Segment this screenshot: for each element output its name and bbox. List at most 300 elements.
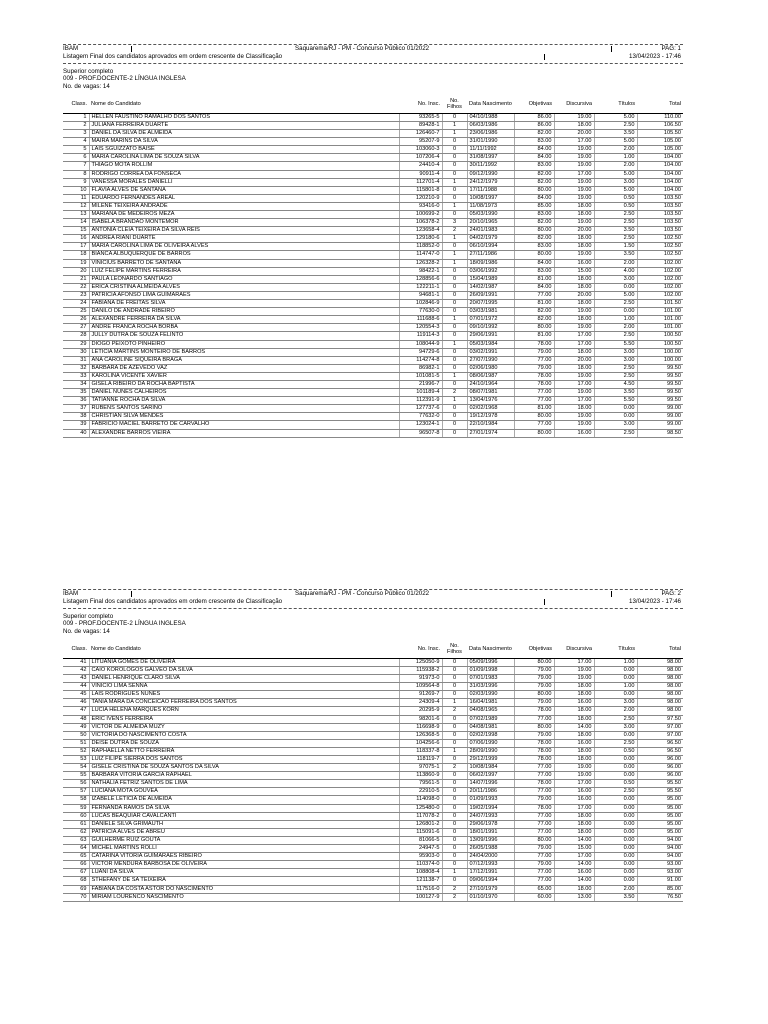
cell-class: 3 xyxy=(63,130,89,138)
table-row xyxy=(63,699,683,707)
candidates-table xyxy=(63,640,683,902)
cell-nascimento: 04/10/1988 xyxy=(467,113,514,121)
cell-objetivas: 77.00 xyxy=(514,356,554,364)
cell-name: BIANCA ALBUQUERQUE DE BARROS xyxy=(89,251,399,259)
cell-insc: 125050-9 xyxy=(399,658,442,666)
cell-objetivas: 77.00 xyxy=(514,421,554,429)
cell-name: LUIZ FELIPE MARTINS FERREIRA xyxy=(89,267,399,275)
cell-filhos: 0 xyxy=(442,267,467,275)
cell-name: GUILHERME RUIZ GOUTA xyxy=(89,836,399,844)
cell-total: 105.50 xyxy=(637,130,683,138)
cell-name: LAIS RODRIGUES NUNES xyxy=(89,691,399,699)
cell-titulos: 2.00 xyxy=(594,707,637,715)
cell-insc: 108044-9 xyxy=(399,340,442,348)
cell-titulos: 2.50 xyxy=(594,429,637,437)
cell-class: 20 xyxy=(63,267,89,275)
cell-discursiva: 18.00 xyxy=(554,283,594,291)
cell-objetivas: 77.00 xyxy=(514,715,554,723)
cell-titulos: 2.50 xyxy=(594,300,637,308)
cell-insc: 77630-0 xyxy=(399,308,442,316)
cell-discursiva: 19.00 xyxy=(554,154,594,162)
cell-name: BARBARA VITORIA GARCIA RAPHAEL xyxy=(89,772,399,780)
cell-insc: 115938-2 xyxy=(399,666,442,674)
cell-discursiva: 18.00 xyxy=(554,275,594,283)
cell-discursiva: 18.00 xyxy=(554,243,594,251)
cell-insc: 117516-0 xyxy=(399,885,442,893)
cell-objetivas: 80.00 xyxy=(514,658,554,666)
table-row xyxy=(63,219,683,227)
cell-insc: 107206-4 xyxy=(399,154,442,162)
cell-titulos: 4.50 xyxy=(594,380,637,388)
cell-class: 53 xyxy=(63,756,89,764)
cell-objetivas: 84.00 xyxy=(514,283,554,291)
cell-class: 57 xyxy=(63,788,89,796)
cell-name: PATRICIA ALVES DE ABREU xyxy=(89,828,399,836)
cell-total: 102.00 xyxy=(637,275,683,283)
cell-total: 102.00 xyxy=(637,267,683,275)
cell-name: ALEXANDRE FERREIRA DA SILVA xyxy=(89,316,399,324)
header-divider xyxy=(63,63,683,64)
cell-insc: 126460-7 xyxy=(399,130,442,138)
cell-filhos: 1 xyxy=(442,316,467,324)
cell-insc: 118852-0 xyxy=(399,243,442,251)
cell-class: 38 xyxy=(63,413,89,421)
cell-total: 76.50 xyxy=(637,893,683,901)
cell-titulos: 2.50 xyxy=(594,121,637,129)
cell-total: 93.00 xyxy=(637,869,683,877)
cell-objetivas: 78.00 xyxy=(514,340,554,348)
cell-discursiva: 18.00 xyxy=(554,121,594,129)
cell-total: 104.00 xyxy=(637,162,683,170)
cell-nascimento: 29/12/1999 xyxy=(467,756,514,764)
cell-total: 103.50 xyxy=(637,194,683,202)
cell-name: MARIA CAROLINA LIMA DE OLIVEIRA ALVES xyxy=(89,243,399,251)
cell-discursiva: 19.00 xyxy=(554,389,594,397)
cell-insc: 91269-7 xyxy=(399,691,442,699)
cell-discursiva: 19.00 xyxy=(554,666,594,674)
cell-discursiva: 17.00 xyxy=(554,658,594,666)
cell-insc: 110374-0 xyxy=(399,861,442,869)
cell-filhos: 0 xyxy=(442,788,467,796)
cell-titulos: 5.50 xyxy=(594,340,637,348)
cell-insc: 118119-7 xyxy=(399,756,442,764)
cell-name: HELLEN FAUSTINO RAMALHO DOS SANTOS xyxy=(89,113,399,121)
cell-insc: 120554-3 xyxy=(399,324,442,332)
cell-objetivas: 78.00 xyxy=(514,372,554,380)
cell-objetivas: 78.00 xyxy=(514,380,554,388)
cell-titulos: 0.00 xyxy=(594,405,637,413)
cell-objetivas: 79.00 xyxy=(514,861,554,869)
table-row xyxy=(63,675,683,683)
table-row xyxy=(63,397,683,405)
cell-discursiva: 17.00 xyxy=(554,170,594,178)
cell-class: 16 xyxy=(63,235,89,243)
page-header xyxy=(63,589,683,609)
cell-insc: 22910-5 xyxy=(399,788,442,796)
cell-filhos: 1 xyxy=(442,251,467,259)
cell-nascimento: 10/08/1997 xyxy=(467,194,514,202)
cell-total: 100.50 xyxy=(637,340,683,348)
cell-titulos: 5.00 xyxy=(594,138,637,146)
cell-objetivas: 82.00 xyxy=(514,235,554,243)
cell-nascimento: 24/12/1979 xyxy=(467,178,514,186)
cell-insc: 89428-1 xyxy=(399,121,442,129)
org-name: IBAM xyxy=(63,45,79,52)
cell-nascimento: 05/03/1984 xyxy=(467,340,514,348)
table-row xyxy=(63,715,683,723)
cell-nascimento: 27/10/1979 xyxy=(467,885,514,893)
cell-nascimento: 07/02/1989 xyxy=(467,715,514,723)
table-row xyxy=(63,194,683,202)
cell-nascimento: 09/12/1990 xyxy=(467,170,514,178)
cell-objetivas: 79.00 xyxy=(514,675,554,683)
cell-discursiva: 18.00 xyxy=(554,820,594,828)
table-row xyxy=(63,723,683,731)
cell-titulos: 5.00 xyxy=(594,186,637,194)
table-row xyxy=(63,804,683,812)
cell-name: NATHALIA FETRIZ SANTOS DE LIMA xyxy=(89,780,399,788)
page-header xyxy=(63,44,683,64)
cell-insc: 101081-5 xyxy=(399,372,442,380)
cell-name: RODRIGO CORREA DA FONSECA xyxy=(89,170,399,178)
cell-discursiva: 19.00 xyxy=(554,194,594,202)
cell-total: 99.00 xyxy=(637,405,683,413)
cell-discursiva: 18.00 xyxy=(554,691,594,699)
cell-class: 6 xyxy=(63,154,89,162)
cell-filhos: 1 xyxy=(442,178,467,186)
cell-total: 95.00 xyxy=(637,828,683,836)
cell-name: FERNANDA RAMOS DA SILVA xyxy=(89,804,399,812)
column-header-total: Total xyxy=(637,640,683,659)
cell-insc: 97075-1 xyxy=(399,764,442,772)
contest-title: Saquarema/RJ - PM - Concurso Público 01/2022 xyxy=(295,590,430,597)
cell-total: 96.50 xyxy=(637,747,683,755)
cell-insc: 114098-0 xyxy=(399,796,442,804)
cell-name: RUBENS SANTOS SARINO xyxy=(89,405,399,413)
column-header-total: Total xyxy=(637,95,683,114)
cell-total: 105.00 xyxy=(637,146,683,154)
table-row xyxy=(63,348,683,356)
cell-filhos: 0 xyxy=(442,845,467,853)
cell-insc: 94681-1 xyxy=(399,291,442,299)
cell-name: DEISE DUTRA DE SOUZA xyxy=(89,739,399,747)
cell-name: ERICA CRISTINA ALMEIDA ALVES xyxy=(89,283,399,291)
cell-nascimento: 31/08/1997 xyxy=(467,154,514,162)
cell-filhos: 1 xyxy=(442,869,467,877)
header-separator xyxy=(611,46,612,52)
cell-class: 24 xyxy=(63,300,89,308)
cell-titulos: 0.00 xyxy=(594,413,637,421)
cell-filhos: 2 xyxy=(442,764,467,772)
cell-objetivas: 81.00 xyxy=(514,405,554,413)
cell-name: JULIANA FERREIRA DUARTE xyxy=(89,121,399,129)
cell-nascimento: 18/01/1991 xyxy=(467,828,514,836)
cell-name: VINICIO LIMA SENNA xyxy=(89,683,399,691)
cell-discursiva: 19.00 xyxy=(554,675,594,683)
cell-filhos: 0 xyxy=(442,364,467,372)
cell-filhos: 0 xyxy=(442,113,467,121)
cell-filhos: 0 xyxy=(442,211,467,219)
cell-insc: 98201-6 xyxy=(399,715,442,723)
table-row xyxy=(63,731,683,739)
cell-nascimento: 15/04/1989 xyxy=(467,275,514,283)
cell-filhos: 0 xyxy=(442,756,467,764)
cell-total: 102.50 xyxy=(637,235,683,243)
cell-name: MILENE TEIXEIRA ANDRADE xyxy=(89,202,399,210)
table-row xyxy=(63,170,683,178)
cell-titulos: 2.50 xyxy=(594,219,637,227)
cell-filhos: 0 xyxy=(442,283,467,291)
cell-insc: 122211-1 xyxy=(399,283,442,291)
cell-filhos: 0 xyxy=(442,308,467,316)
cell-class: 50 xyxy=(63,731,89,739)
cell-class: 1 xyxy=(63,113,89,121)
cell-insc: 90911-4 xyxy=(399,170,442,178)
cell-titulos: 3.00 xyxy=(594,356,637,364)
cell-name: DANIELE SILVA GRIMAUTH xyxy=(89,820,399,828)
report-date: 13/04/2023 - 17:46 xyxy=(629,598,681,605)
table-row xyxy=(63,332,683,340)
cell-class: 31 xyxy=(63,356,89,364)
table-row xyxy=(63,178,683,186)
cell-titulos: 0.00 xyxy=(594,666,637,674)
cell-class: 32 xyxy=(63,364,89,372)
page-2 xyxy=(63,589,683,902)
cell-class: 9 xyxy=(63,178,89,186)
cell-titulos: 3.50 xyxy=(594,251,637,259)
cell-nascimento: 03/02/1991 xyxy=(467,348,514,356)
cell-class: 54 xyxy=(63,764,89,772)
cell-discursiva: 16.00 xyxy=(554,869,594,877)
cell-objetivas: 79.00 xyxy=(514,845,554,853)
cell-total: 95.00 xyxy=(637,812,683,820)
cell-nascimento: 11/08/1973 xyxy=(467,202,514,210)
cell-class: 66 xyxy=(63,861,89,869)
table-row xyxy=(63,683,683,691)
cell-insc: 86982-1 xyxy=(399,364,442,372)
table-row xyxy=(63,707,683,715)
header-separator xyxy=(544,599,545,605)
cell-insc: 126368-5 xyxy=(399,731,442,739)
table-row xyxy=(63,162,683,170)
cell-class: 35 xyxy=(63,389,89,397)
cell-objetivas: 80.00 xyxy=(514,429,554,437)
cell-total: 103.50 xyxy=(637,219,683,227)
cell-nascimento: 30/11/1992 xyxy=(467,162,514,170)
cell-class: 22 xyxy=(63,283,89,291)
cell-insc: 125480-0 xyxy=(399,804,442,812)
table-row xyxy=(63,291,683,299)
cell-nascimento: 01/09/1993 xyxy=(467,796,514,804)
position-info xyxy=(63,613,683,635)
cell-total: 110.00 xyxy=(637,113,683,121)
cell-total: 103.50 xyxy=(637,227,683,235)
cell-class: 5 xyxy=(63,146,89,154)
cell-filhos: 0 xyxy=(442,723,467,731)
cell-objetivas: 85.00 xyxy=(514,202,554,210)
cell-filhos: 0 xyxy=(442,675,467,683)
cell-class: 51 xyxy=(63,739,89,747)
cell-discursiva: 20.00 xyxy=(554,291,594,299)
cell-nascimento: 24/07/1993 xyxy=(467,812,514,820)
cell-total: 98.00 xyxy=(637,675,683,683)
cell-class: 69 xyxy=(63,885,89,893)
cell-filhos: 0 xyxy=(442,146,467,154)
cell-objetivas: 77.00 xyxy=(514,877,554,885)
cell-insc: 126328-2 xyxy=(399,259,442,267)
cell-discursiva: 18.00 xyxy=(554,202,594,210)
cell-filhos: 0 xyxy=(442,828,467,836)
cell-filhos: 0 xyxy=(442,154,467,162)
position-title: 009 - PROF.DOCENTE-2 LÍNGUA INGLESA xyxy=(63,620,186,628)
cell-nascimento: 17/12/1991 xyxy=(467,869,514,877)
cell-titulos: 0.00 xyxy=(594,308,637,316)
cell-titulos: 2.50 xyxy=(594,372,637,380)
column-header-insc: No. Insc. xyxy=(399,95,442,114)
cell-objetivas: 77.00 xyxy=(514,828,554,836)
cell-insc: 111688-6 xyxy=(399,316,442,324)
table-header-row xyxy=(63,95,683,114)
cell-titulos: 0.00 xyxy=(594,820,637,828)
cell-discursiva: 16.00 xyxy=(554,796,594,804)
cell-objetivas: 82.00 xyxy=(514,170,554,178)
cell-titulos: 3.50 xyxy=(594,893,637,901)
table-row xyxy=(63,885,683,893)
table-row xyxy=(63,364,683,372)
cell-titulos: 1.00 xyxy=(594,683,637,691)
cell-nascimento: 01/09/1998 xyxy=(467,666,514,674)
cell-nascimento: 18/09/1986 xyxy=(467,259,514,267)
cell-name: LETICIA MARTINS MONTEIRO DE BARROS xyxy=(89,348,399,356)
cell-class: 27 xyxy=(63,324,89,332)
cell-objetivas: 80.00 xyxy=(514,413,554,421)
cell-titulos: 1.00 xyxy=(594,658,637,666)
org-name: IBAM xyxy=(63,590,79,597)
cell-name: CAIO KOROLOGOS GALVEO DA SILVA xyxy=(89,666,399,674)
cell-insc: 91973-0 xyxy=(399,675,442,683)
cell-titulos: 2.00 xyxy=(594,324,637,332)
header-separator xyxy=(131,591,132,597)
cell-nascimento: 29/06/1991 xyxy=(467,332,514,340)
table-row xyxy=(63,828,683,836)
cell-nascimento: 06/02/1997 xyxy=(467,772,514,780)
cell-insc: 121138-7 xyxy=(399,877,442,885)
header-separator xyxy=(611,591,612,597)
cell-titulos: 2.50 xyxy=(594,715,637,723)
cell-class: 11 xyxy=(63,194,89,202)
cell-filhos: 0 xyxy=(442,796,467,804)
cell-total: 95.00 xyxy=(637,796,683,804)
header-divider xyxy=(63,608,683,609)
cell-total: 101.00 xyxy=(637,324,683,332)
cell-titulos: 3.00 xyxy=(594,723,637,731)
cell-filhos: 0 xyxy=(442,772,467,780)
report-subtitle: Listagem Final dos candidatos aprovados em ordem crescente de Classificação xyxy=(63,598,283,605)
cell-objetivas: 86.00 xyxy=(514,121,554,129)
table-row xyxy=(63,121,683,129)
table-row xyxy=(63,691,683,699)
cell-name: FABIANA DA COSTA ASTOR DO NASCIMENTO xyxy=(89,885,399,893)
cell-name: DANIEL NUNES CALHEIROS xyxy=(89,389,399,397)
table-row xyxy=(63,267,683,275)
cell-total: 94.00 xyxy=(637,845,683,853)
cell-objetivas: 83.00 xyxy=(514,243,554,251)
table-row xyxy=(63,283,683,291)
column-header-nascimento: Data Nascimento xyxy=(467,640,514,659)
cell-discursiva: 19.00 xyxy=(554,219,594,227)
cell-class: 70 xyxy=(63,893,89,901)
cell-filhos: 2 xyxy=(442,885,467,893)
cell-titulos: 0.00 xyxy=(594,877,637,885)
cell-discursiva: 14.00 xyxy=(554,836,594,844)
cell-nascimento: 07/01/1972 xyxy=(467,316,514,324)
cell-nascimento: 24/10/1964 xyxy=(467,380,514,388)
cell-discursiva: 16.00 xyxy=(554,259,594,267)
cell-class: 36 xyxy=(63,397,89,405)
cell-class: 7 xyxy=(63,162,89,170)
table-row xyxy=(63,861,683,869)
cell-total: 102.00 xyxy=(637,283,683,291)
cell-total: 99.50 xyxy=(637,397,683,405)
cell-class: 55 xyxy=(63,772,89,780)
cell-total: 95.50 xyxy=(637,788,683,796)
cell-nascimento: 02/02/1968 xyxy=(467,405,514,413)
cell-titulos: 0.00 xyxy=(594,861,637,869)
cell-discursiva: 19.00 xyxy=(554,421,594,429)
cell-insc: 108808-4 xyxy=(399,869,442,877)
cell-titulos: 0.00 xyxy=(594,283,637,291)
cell-class: 68 xyxy=(63,877,89,885)
cell-discursiva: 18.00 xyxy=(554,828,594,836)
cell-insc: 21996-7 xyxy=(399,380,442,388)
cell-total: 98.00 xyxy=(637,683,683,691)
page-1 xyxy=(63,44,683,438)
page-number: PAG: 2 xyxy=(661,590,681,597)
cell-nascimento: 20/07/1995 xyxy=(467,300,514,308)
cell-filhos: 0 xyxy=(442,300,467,308)
cell-insc: 95903-0 xyxy=(399,853,442,861)
cell-discursiva: 20.00 xyxy=(554,356,594,364)
cell-discursiva: 18.00 xyxy=(554,235,594,243)
cell-name: GISELE CRISTINA DE SOUZA SANTOS DA SILVA xyxy=(89,764,399,772)
cell-objetivas: 83.00 xyxy=(514,138,554,146)
cell-class: 60 xyxy=(63,812,89,820)
cell-filhos: 0 xyxy=(442,691,467,699)
column-header-name: Nome do Candidato xyxy=(89,640,399,659)
cell-titulos: 0.50 xyxy=(594,194,637,202)
cell-discursiva: 18.00 xyxy=(554,364,594,372)
cell-name: FABIANA DE FREITAS SILVA xyxy=(89,300,399,308)
table-row xyxy=(63,243,683,251)
cell-name: LUCIA HELENA MARQUES KORN xyxy=(89,707,399,715)
cell-name: GISELA RIBEIRO DA ROCHA BAPTISTA xyxy=(89,380,399,388)
cell-titulos: 2.50 xyxy=(594,739,637,747)
table-row xyxy=(63,154,683,162)
table-row xyxy=(63,308,683,316)
cell-class: 41 xyxy=(63,658,89,666)
cell-titulos: 3.00 xyxy=(594,275,637,283)
cell-total: 96.50 xyxy=(637,739,683,747)
cell-nascimento: 11/11/1992 xyxy=(467,146,514,154)
cell-name: ANTONIA CLEIA TEIXEIRA DA SILVA REIS xyxy=(89,227,399,235)
cell-titulos: 2.50 xyxy=(594,211,637,219)
cell-filhos: 0 xyxy=(442,861,467,869)
cell-class: 33 xyxy=(63,372,89,380)
cell-nascimento: 23/06/1986 xyxy=(467,130,514,138)
report-subtitle: Listagem Final dos candidatos aprovados em ordem crescente de Classificação xyxy=(63,53,283,60)
table-row xyxy=(63,211,683,219)
cell-total: 104.00 xyxy=(637,154,683,162)
